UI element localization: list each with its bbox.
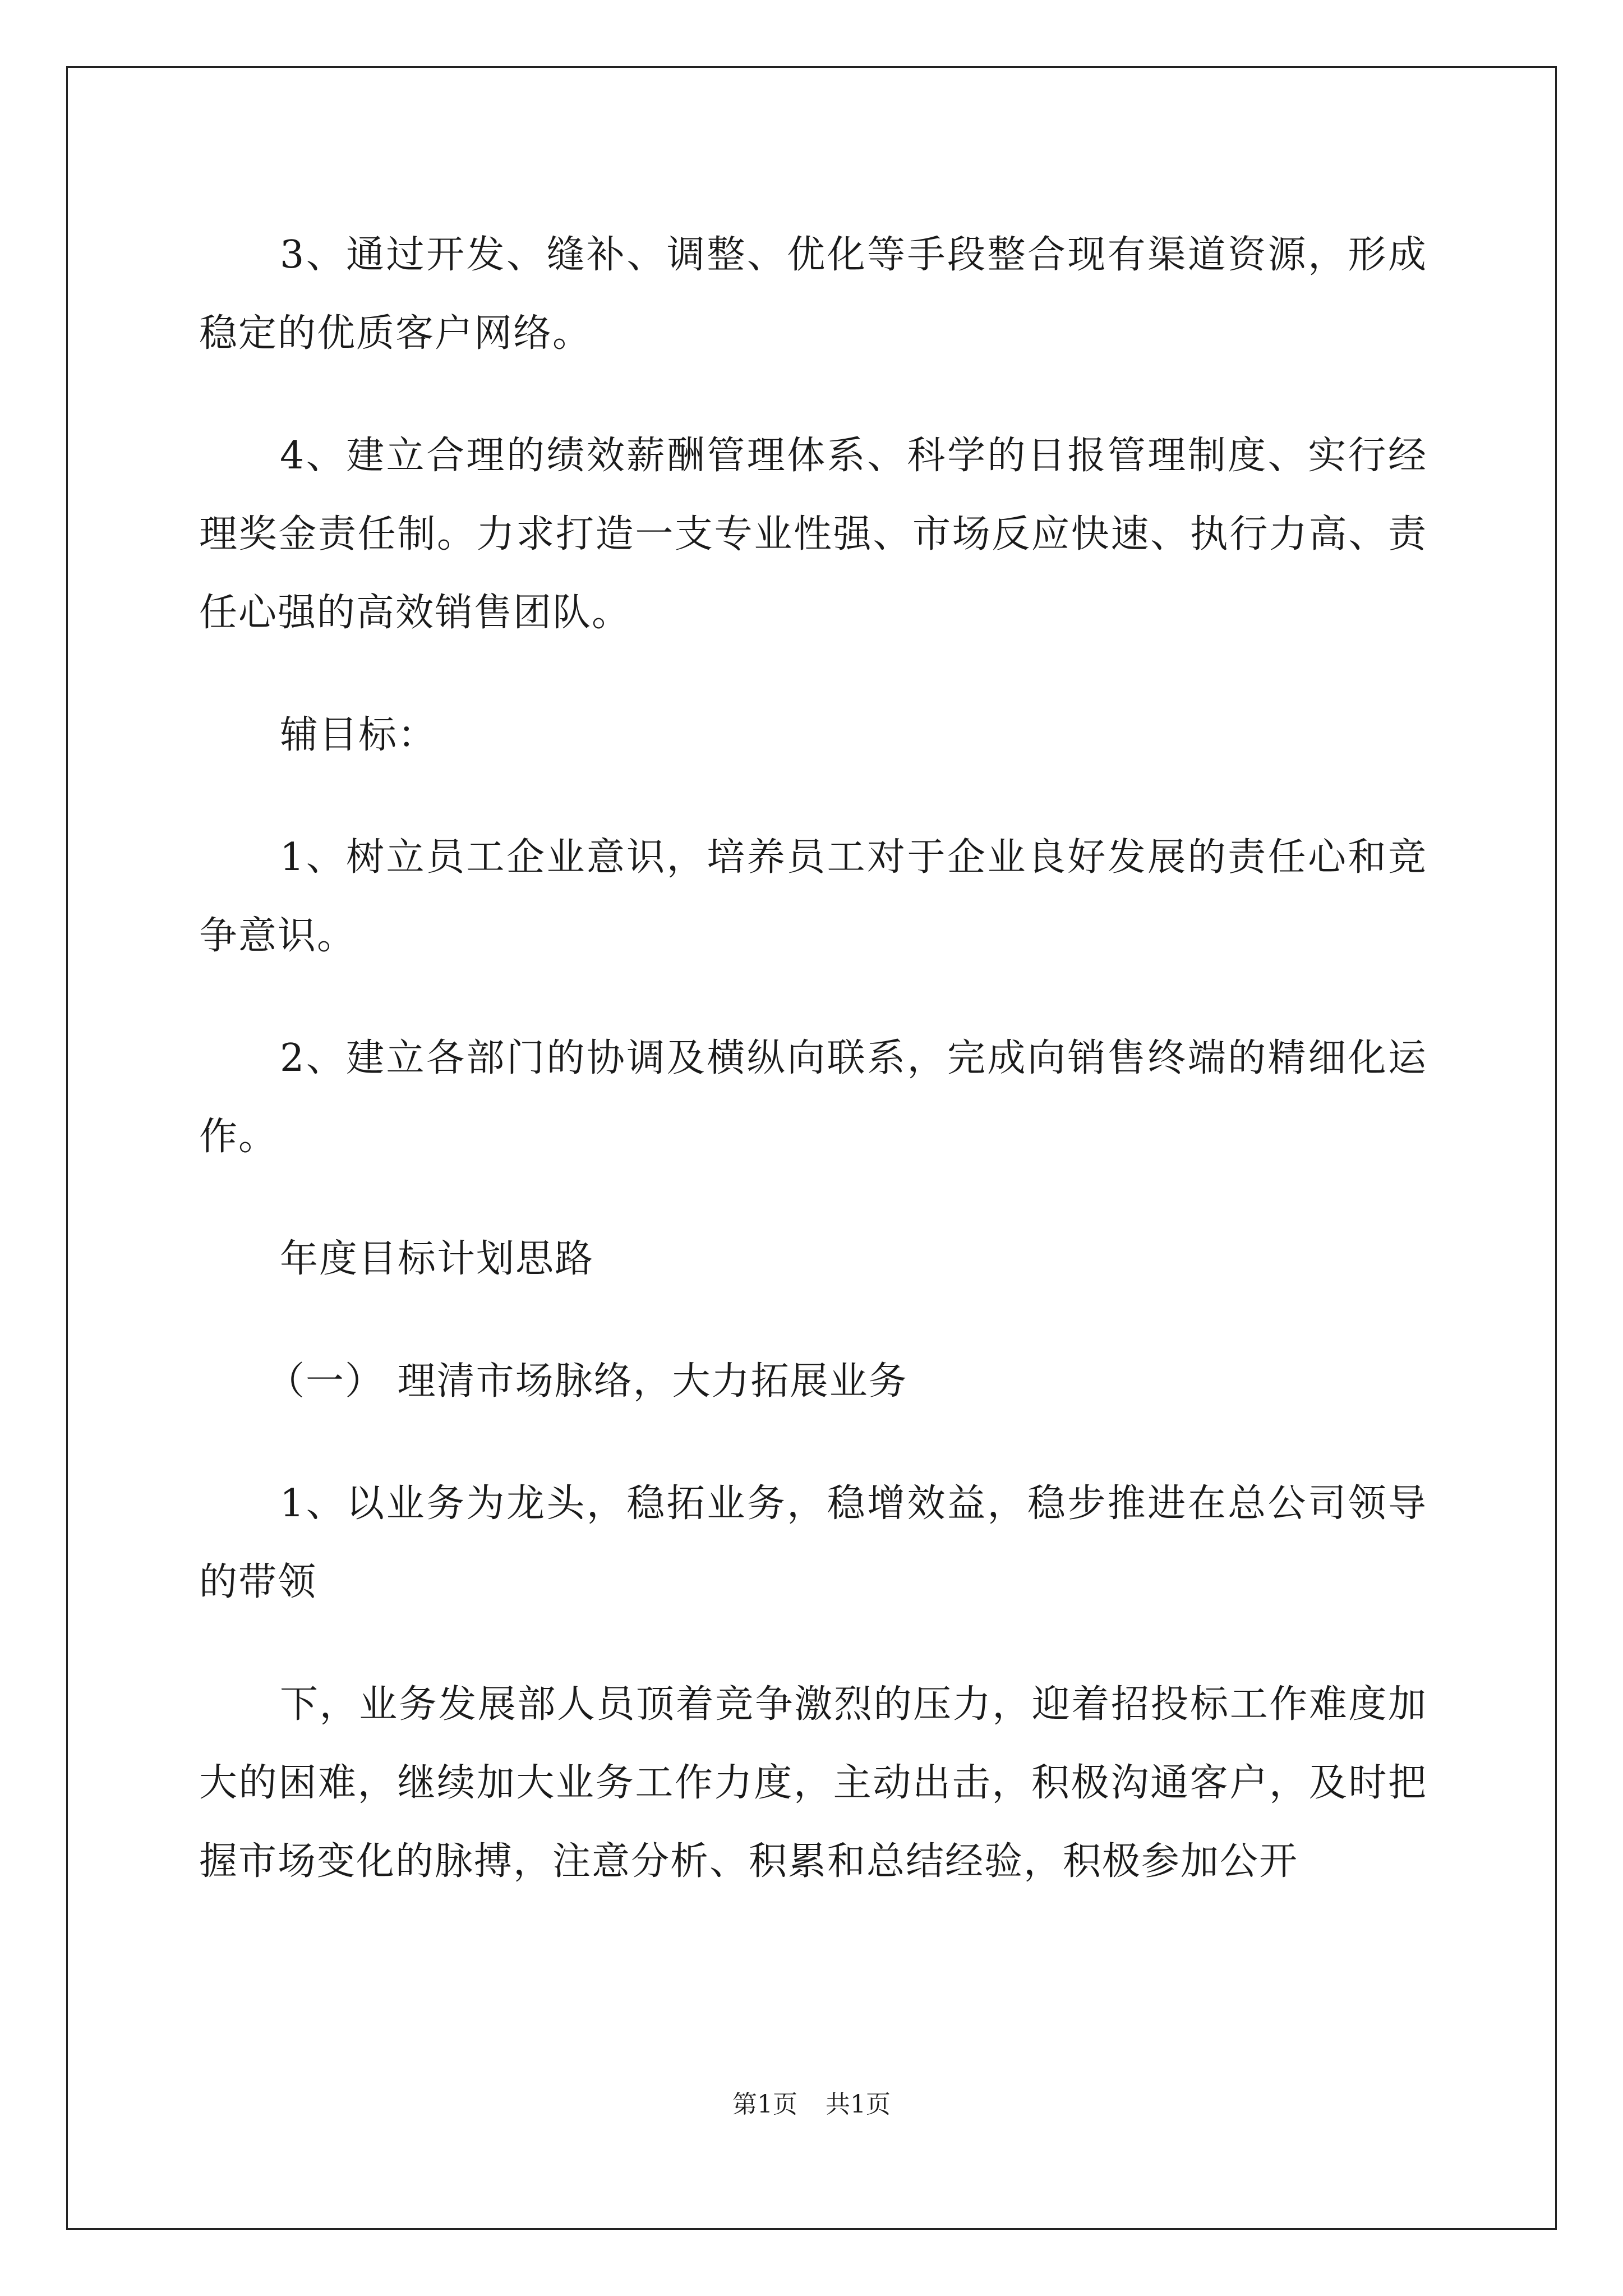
document-body xyxy=(199,216,1427,1945)
paragraph: 1、以业务为龙头，稳拓业务，稳增效益，稳步推进在总公司领导的带领 xyxy=(199,1481,1427,1604)
paragraph: 下，业务发展部人员顶着竞争激烈的压力，迎着招投标工作难度加大的困难，继续加大业务工作力度，主动出击，积极沟通客户，及时把握市场变化的脉搏，注意分析、积累和总结经验，积极参加公开 xyxy=(199,1682,1427,1884)
paragraph: 辅目标： xyxy=(280,713,437,757)
page-total: 共1页 xyxy=(826,2090,891,2119)
paragraph: 2、建立各部门的协调及横纵向联系，完成向销售终端的精细化运作。 xyxy=(199,1036,1427,1159)
subsection-heading: （一） 理清市场脉络，大力拓展业务 xyxy=(266,1359,908,1404)
paragraph: 1、树立员工企业意识，培养员工对于企业良好发展的责任心和竞争意识。 xyxy=(199,835,1427,958)
paragraph: 3、通过开发、缝补、调整、优化等手段整合现有渠道资源，形成稳定的优质客户网络。 xyxy=(199,233,1427,356)
page-footer xyxy=(0,2084,1623,2120)
page-number: 第1页 xyxy=(732,2090,797,2119)
section-heading: 年度目标计划思路 xyxy=(280,1237,594,1281)
paragraph: 4、建立合理的绩效薪酬管理体系、科学的日报管理制度、实行经理奖金责任制。力求打造一支专业性强、市场反应快速、执行力高、责任心强的高效销售团队。 xyxy=(199,434,1427,635)
